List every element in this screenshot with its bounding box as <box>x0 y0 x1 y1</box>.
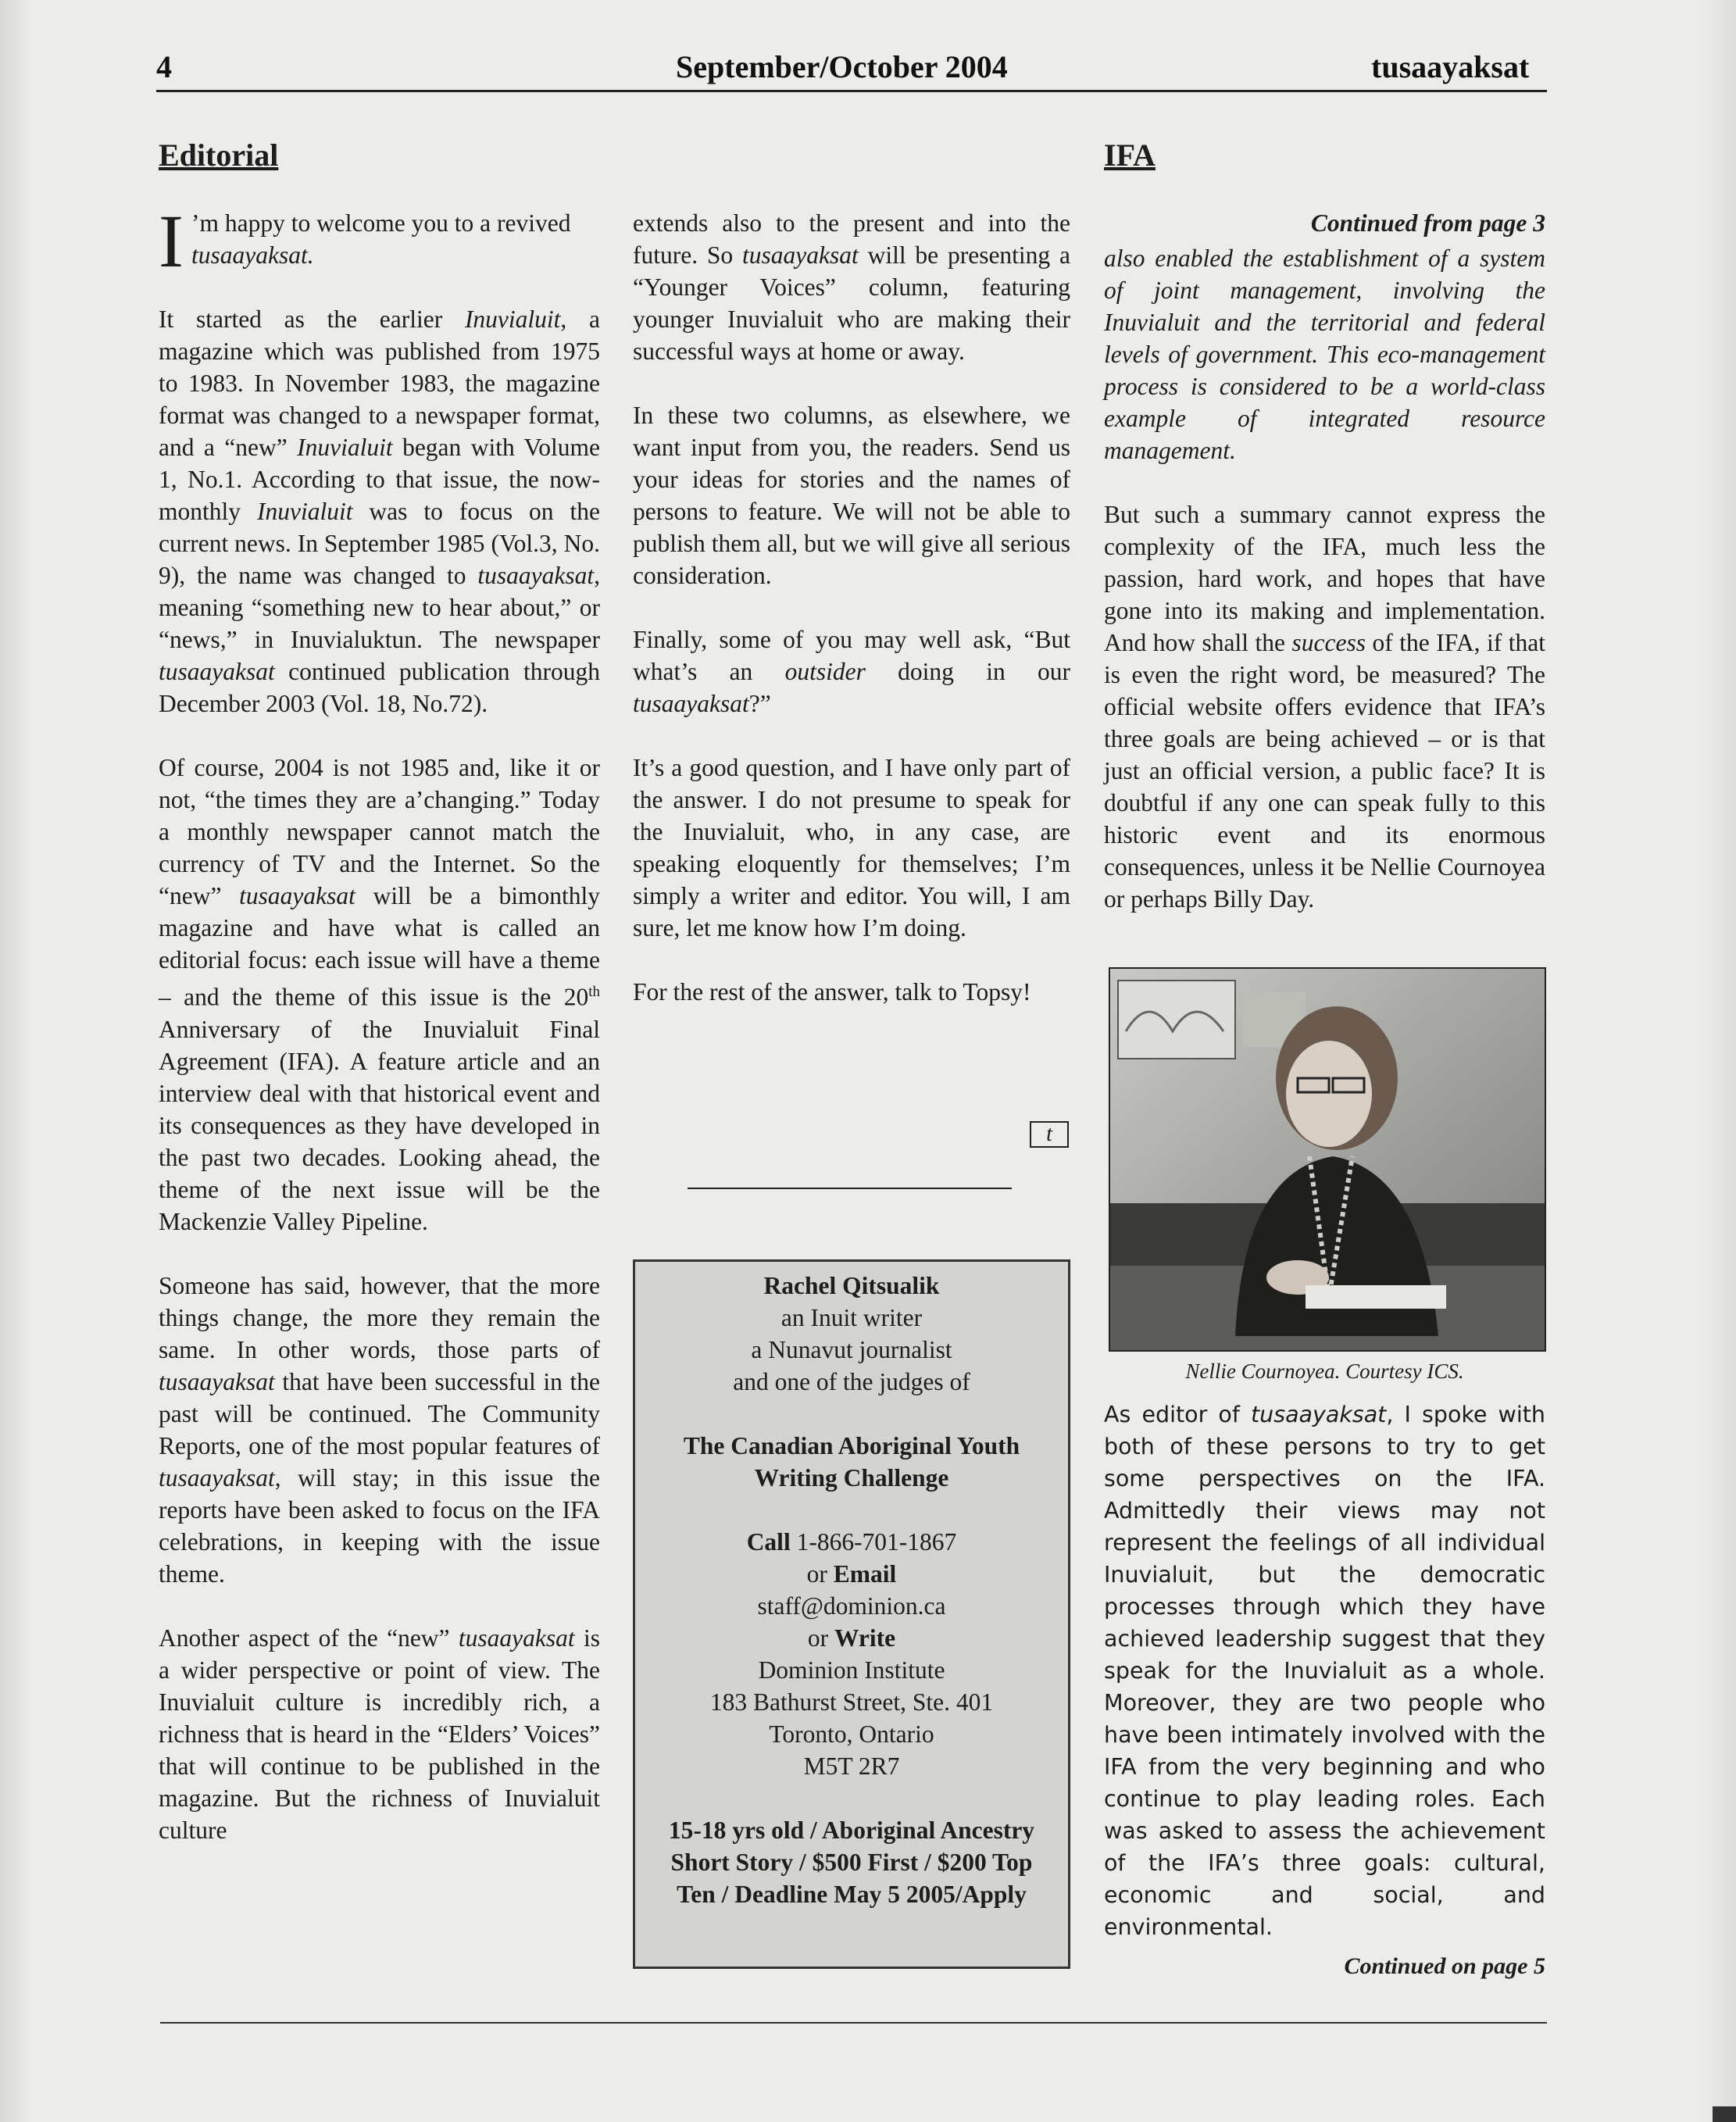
ad-line: Writing Challenge <box>754 1464 949 1491</box>
ad-phone: Call 1-866-701-1867 <box>746 1528 957 1556</box>
editorial-intro: I ’m happy to welcome you to a revived tusaayaksat. <box>159 199 571 283</box>
ifa-paragraph: But such a summary cannot express the complexity of the IFA, much less the passion, hard work, and hopes that have gone into its making and implementation. And how shall the success of the IFA, if that is even the right word, be measured? The official website offers evidence that IFA’s three goals are being achieved – or is that just an official version, a public face? It is doubtful if any one can speak fully to this historic event and its enormous consequences, unless it be Nellie Cournoyea or perhaps Billy Day. <box>1104 501 1545 913</box>
ad-line: 15-18 yrs old / Aboriginal Ancestry <box>668 1817 1035 1844</box>
ifa-paragraph: also enabled the establishment of a system of joint management, involving the Inuvialuit and the territorial and federal levels of government. This eco-management process is considered to be a world-class example of integrated resource management. <box>1104 245 1545 464</box>
ad-line: M5T 2R7 <box>803 1752 900 1780</box>
editorial-column-2 <box>633 207 1070 1040</box>
editorial-paragraph: It’s a good question, and I have only part of the answer. I do not presume to speak for the Inuvialuit, who, in any case, are speaking eloquently for themselves; I’m simply a writer and editor. You will, I am sure, let me know how I’m doing. <box>633 754 1070 941</box>
ad-line: a Nunavut journalist <box>751 1336 952 1363</box>
ad-write-label: or Write <box>807 1624 896 1652</box>
editorial-paragraph: Someone has said, however, that the more things change, the more they remain the same. In other words, those parts of tusaayaksat that have been successful in the past will be continued. The Community Reports, one of the most popular features of tusaayaksat, will stay; in this issue the reports have been asked to focus on the IFA celebrations, in keeping with the issue theme. <box>159 1271 600 1588</box>
header-rule <box>156 90 1547 92</box>
editorial-paragraph: In these two columns, as elsewhere, we want input from you, the readers. Send us your ideas for stories and the names of persons to feature. We will not be able to publish them all, but we will give all serious consideration. <box>633 402 1070 589</box>
photo-illustration <box>1110 969 1545 1350</box>
scan-edge <box>1713 2106 1736 2122</box>
ad-line: Toronto, Ontario <box>769 1720 934 1748</box>
page-number: 4 <box>156 49 172 84</box>
ad-line: Rachel Qitsualik <box>763 1272 940 1299</box>
nellie-cournoyea-photo <box>1109 967 1546 1352</box>
column-divider-rule <box>688 1188 1012 1189</box>
continued-on: Continued on page 5 <box>1344 1953 1545 1979</box>
ifa-column-continued <box>1104 1399 1545 1943</box>
editorial-paragraph: For the rest of the answer, talk to Topsy! <box>633 978 1031 1006</box>
ad-line: an Inuit writer <box>780 1304 923 1331</box>
ad-line: The Canadian Aboriginal Youth <box>683 1432 1020 1459</box>
ad-line: Short Story / $500 First / $200 Top <box>670 1849 1033 1876</box>
photo-caption: Nellie Cournoyea. Courtesy ICS. <box>1185 1359 1464 1383</box>
ad-line: Dominion Institute <box>758 1656 945 1684</box>
footer-rule <box>160 2022 1547 2024</box>
writing-challenge-ad <box>633 1259 1070 1969</box>
editorial-paragraph: Of course, 2004 is not 1985 and, like it or not, “the times they are a’changing.” Today a monthly newspaper cannot match the currency of TV and the Internet. So the “new” tusaayaksat will be a bimonthly magazine and have what is called an editorial focus: each issue will have a theme – and the theme of this issue is the 20th Anniversary of the Inuvialuit Final Agreement (IFA). A feature article and an interview deal with that historical event and its consequences as they have developed in the past two decades. Looking ahead, the theme of the next issue will be the Mackenzie Valley Pipeline. <box>159 754 600 1235</box>
ifa-heading: IFA <box>1104 138 1156 173</box>
continued-from: Continued from page 3 <box>1310 209 1545 237</box>
ad-email-label: or Email <box>806 1560 897 1588</box>
issue-date: September/October 2004 <box>676 49 1008 84</box>
editorial-paragraph: It started as the earlier Inuvialuit, a magazine which was published from 1975 to 1983. In November 1983, the magazine format was changed to a newspaper format, and a “new” Inuvialuit began with Volume 1, No.1. According to that issue, the now-monthly Inuvialuit was to focus on the current news. In September 1985 (Vol.3, No. 9), the name was changed to tusaayaksat, meaning “something new to hear about,” or “news,” in Inuvialuktun. The newspaper tusaayaksat continued publication through December 2003 (Vol. 18, No.72). <box>159 305 601 717</box>
ad-line: Ten / Deadline May 5 2005/Apply <box>677 1881 1027 1908</box>
editorial-column-1 <box>159 199 601 1878</box>
publication-name: tusaayaksat <box>1371 49 1530 84</box>
ifa-column <box>1104 207 1545 947</box>
editorial-paragraph: Finally, some of you may well ask, “But what’s an outsider doing in our tusaayaksat?” <box>633 626 1070 717</box>
ad-line: 183 Bathurst Street, Ste. 401 <box>709 1688 994 1716</box>
ad-email: staff@dominion.ca <box>757 1592 946 1620</box>
ad-line: and one of the judges of <box>733 1368 970 1395</box>
editorial-paragraph: extends also to the present and into the future. So tusaayaksat will be presenting a “Younger Voices” column, featuring younger Inuvialuit who are making their successful ways at home or away. <box>633 209 1070 365</box>
editorial-paragraph: Another aspect of the “new” tusaayaksat is a wider perspective or point of view. The Inuvialuit culture is incredibly rich, a richness that is heard in the “Elders’ Voices” that will continue to be published in the magazine. But the richness of Inuvialuit culture <box>159 1624 600 1844</box>
ifa-paragraph: As editor of tusaayaksat, I spoke with both of these persons to try to get some perspectives on the IFA. Admittedly their views may not represent the feelings of all individual Inuvialuit, but the democratic processes through which they have achieved leadership suggest that they speak for the Inuvialuit as a whole. Moreover, they are two people who have been intimately involved with the IFA from the very beginning and who continue to play leading roles. Each was asked to assess the achievement of the IFA’s three goals: cultural, economic and social, and environmental. <box>1104 1402 1545 1940</box>
drop-cap: I <box>159 199 184 283</box>
editorial-heading: Editorial <box>159 138 279 173</box>
end-of-article-mark: t <box>1030 1121 1069 1148</box>
